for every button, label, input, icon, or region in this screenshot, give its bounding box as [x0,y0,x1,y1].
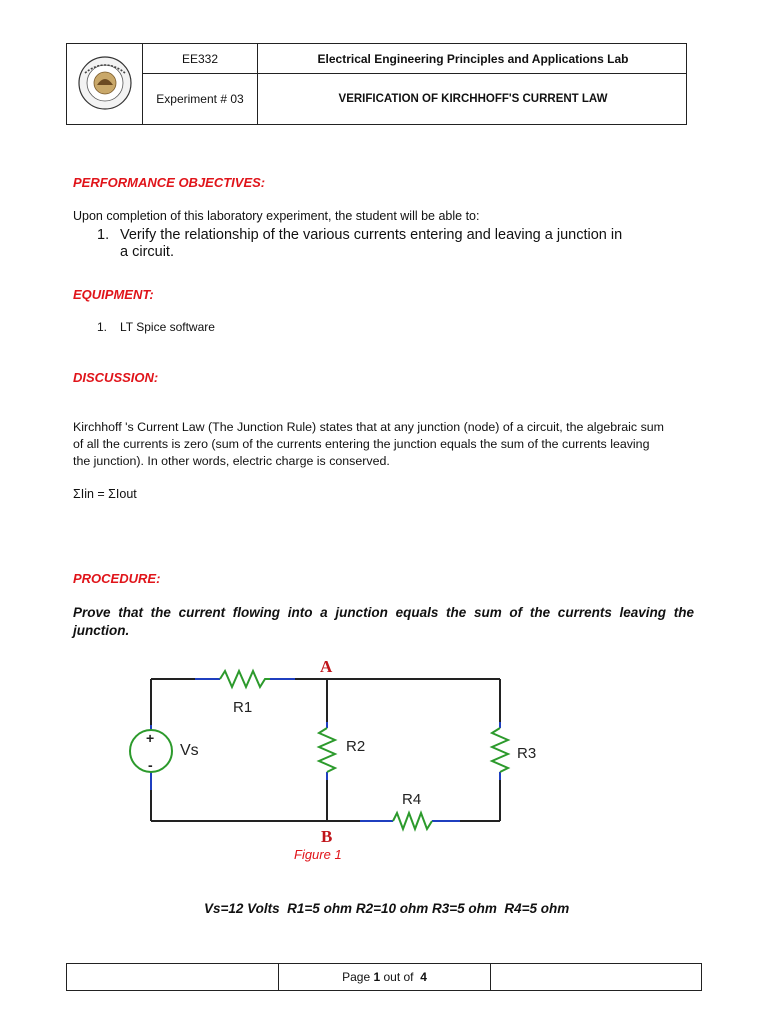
page-mid: out of [380,970,421,984]
footer-table [66,963,702,991]
equipment-item: LT Spice software [120,320,215,334]
course-code: EE332 [181,51,219,66]
page-total: 4 [420,970,427,984]
discussion-line1: Kirchhoff 's Current Law (The Junction Rule) states that at any junction (node) of a circuit, the algebraic sum [73,420,664,434]
r4-label: R4 [402,791,422,808]
resistor-r3-icon [492,728,508,772]
discussion-heading: DISCUSSION: [73,370,159,385]
objective-item-number: 1. [97,227,110,243]
r1-label: R1 [233,699,253,716]
component-values: Vs=12 Volts R1=5 ohm R2=10 ohm R3=5 ohm R4=5 ohm [204,901,570,916]
figure-caption: Figure 1 [294,847,342,862]
r2-label: R2 [346,738,366,755]
node-a-label: A [320,657,333,676]
resistor-r1-icon [220,671,270,687]
objectives-heading: PERFORMANCE OBJECTIVES: [73,175,266,190]
footer-divider [490,964,491,990]
procedure-statement-line2: junction. [73,623,130,638]
objectives-intro: Upon completion of this laboratory experiment, the student will be able to: [73,209,480,223]
header-table [66,43,687,125]
objective-item-line1: Verify the relationship of the various currents entering and leaving a junction in [120,227,623,243]
page-prefix: Page [342,970,374,984]
experiment-title: VERIFICATION OF KIRCHHOFF'S CURRENT LAW [338,93,608,105]
discussion-line2: of all the currents is zero (sum of the currents entering the junction equals the sum of the currents leaving [73,437,650,451]
resistor-r2-icon [319,728,335,772]
discussion-line3: the junction). In other words, electric charge is conserved. [73,454,390,468]
kcl-equation: ΣIin = ΣIout [73,487,137,501]
circuit-diagram [110,650,570,850]
page-number: 1 [373,970,381,984]
resistor-r4-icon [393,813,432,829]
procedure-heading: PROCEDURE: [73,571,161,586]
equipment-item-number: 1. [97,320,108,334]
page-indicator [279,964,490,990]
procedure-statement-line1: Prove that the current flowing into a junction equals the sum of the currents leaving the [73,605,694,620]
lab-title: Electrical Engineering Principles and Applications Lab [317,51,629,66]
vs-label: Vs [180,742,199,759]
experiment-number: Experiment # 03 [156,92,244,106]
equipment-heading: EQUIPMENT: [73,287,154,302]
source-plus-sign: + [146,730,155,746]
r3-label: R3 [517,745,537,762]
node-b-label: B [321,827,333,846]
college-logo-icon [77,55,133,111]
source-minus-sign: - [148,757,153,773]
objective-item-line2: a circuit. [120,244,174,260]
